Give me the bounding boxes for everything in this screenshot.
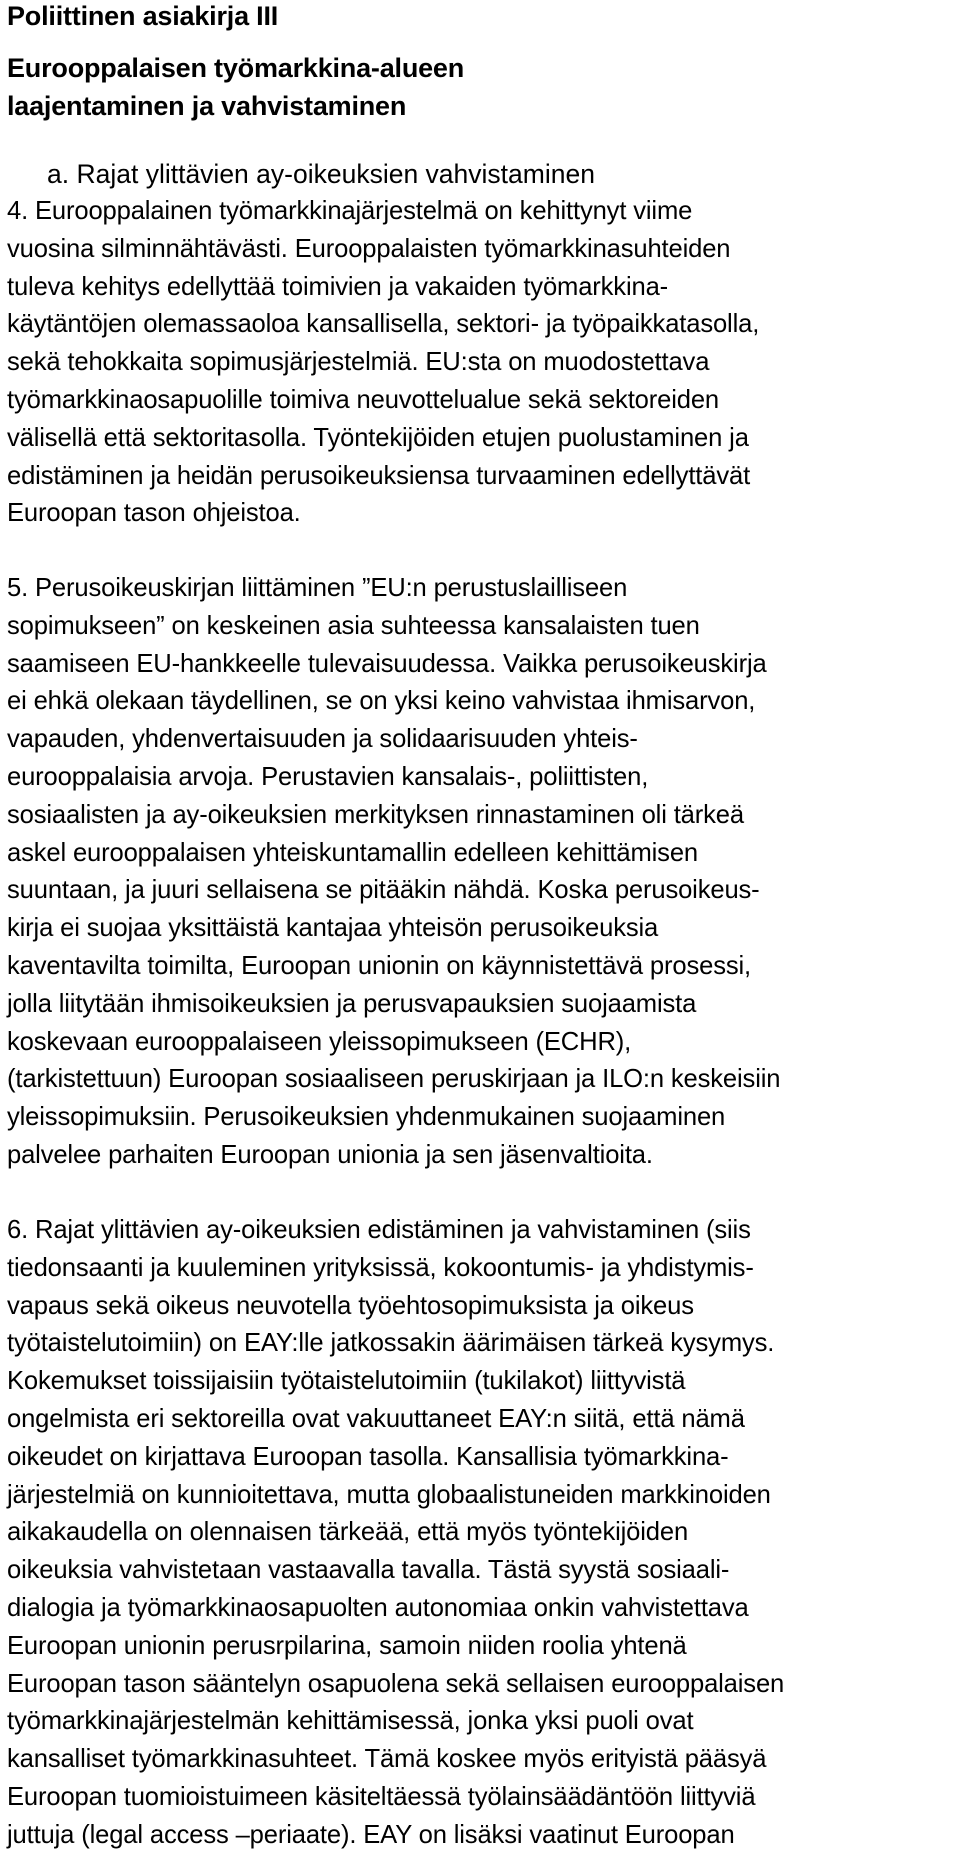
paragraph-line: välisellä että sektoritasolla. Työntekijöiden etujen puolustaminen ja [7,423,749,452]
paragraph-line: yleissopimuksiin. Perusoikeuksien yhdenmukainen suojaaminen [7,1103,726,1132]
paragraph-5 [7,570,780,1175]
paragraph-6 [7,1212,784,1855]
paragraph-line: sekä tehokkaita sopimusjärjestelmiä. EU:sta on muodostettava [7,348,710,377]
paragraph-line: työtaistelutoimiin) on EAY:lle jatkossakin äärimäisen tärkeä kysymys. [7,1329,775,1358]
paragraph-line: (tarkistettuun) Euroopan sosiaaliseen peruskirjaan ja ILO:n keskeisiin [7,1065,781,1094]
paragraph-line: työmarkkinajärjestelmän kehittämisessä, jonka yksi puoli ovat [7,1707,694,1736]
paragraph-line: vuosina silminnähtävästi. Eurooppalaisten työmarkkinasuhteiden [7,234,731,263]
paragraph-4 [7,193,759,533]
paragraph-line: vapauden, yhdenvertaisuuden ja solidaarisuuden yhteis- [7,725,638,754]
paragraph-line: jolla liitytään ihmisoikeuksien ja perusvapauksien suojaamista [7,989,697,1018]
document-title: Poliittinen asiakirja III [7,1,279,31]
paragraph-line: 5. Perusoikeuskirjan liittäminen ”EU:n perustuslailliseen [7,574,628,602]
paragraph-line: 4. Eurooppalainen työmarkkinajärjestelmä on kehittynyt viime [7,197,693,225]
paragraph-line: suuntaan, ja juuri sellaisena se pitääkin nähdä. Koska perusoikeus- [7,876,760,905]
paragraph-line: sopimukseen” on keskeinen asia suhteessa kansalaisten tuen [7,611,700,640]
paragraph-line: Euroopan tuomioistuimeen käsiteltäessä työlainsäädäntöön liittyviä [7,1782,756,1811]
paragraph-line: oikeudet on kirjattava Euroopan tasolla. Kansallisia työmarkkina- [7,1442,729,1471]
paragraph-line: kirja ei suojaa yksittäistä kantajaa yhteisön perusoikeuksia [7,914,659,943]
paragraph-line: edistäminen ja heidän perusoikeuksiensa turvaaminen edellyttävät [7,461,751,490]
paragraph-line: Euroopan unionin perusrpilarina, samoin niiden roolia yhtenä [7,1631,687,1660]
paragraph-line: oikeuksia vahvistetaan vastaavalla tavalla. Tästä syystä sosiaali- [7,1556,730,1585]
paragraph-line: vapaus sekä oikeus neuvotella työehtosopimuksista ja oikeus [7,1291,694,1320]
paragraph-line: Kokemukset toissijaisiin työtaistelutoimiin (tukilakot) liittyvistä [7,1367,686,1396]
paragraph-line: järjestelmiä on kunnioitettava, mutta globaalistuneiden markkinoiden [7,1480,771,1509]
paragraph-line: koskevaan eurooppalaiseen yleissopimukseen (ECHR), [7,1027,632,1056]
subtitle-line: laajentaminen ja vahvistaminen [7,91,407,121]
paragraph-line: juttuja (legal access –periaate). EAY on lisäksi vaatinut Euroopan [7,1820,735,1849]
paragraph-line: kansalliset työmarkkinasuhteet. Tämä koskee myös erityistä pääsyä [7,1745,767,1774]
paragraph-line: 6. Rajat ylittävien ay-oikeuksien edistäminen ja vahvistaminen (siis [7,1216,751,1244]
paragraph-line: tuleva kehitys edellyttää toimivien ja vakaiden työmarkkina- [7,272,669,301]
paragraph-line: dialogia ja työmarkkinaosapuolten autonomiaa onkin vahvistettava [7,1593,749,1622]
paragraph-line: eurooppalaisia arvoja. Perustavien kansalais-, poliittisten, [7,762,649,791]
paragraph-line: käytäntöjen olemassaoloa kansallisella, sektori- ja työpaikkatasolla, [7,310,760,339]
paragraph-line: työmarkkinaosapuolille toimiva neuvottelualue sekä sektoreiden [7,385,719,414]
paragraph-line: aikakaudella on olennaisen tärkeää, että myös työntekijöiden [7,1518,689,1547]
paragraph-line: askel eurooppalaisen yhteiskuntamallin edelleen kehittämisen [7,838,698,867]
paragraph-line: ei ehkä olekaan täydellinen, se on yksi keino vahvistaa ihmisarvon, [7,687,756,716]
subtitle-line: Eurooppalaisen työmarkkina-alueen [7,53,465,83]
paragraph-line: Euroopan tason sääntelyn osapuolena sekä sellaisen eurooppalaisen [7,1669,785,1698]
paragraph-line: kaventavilta toimilta, Euroopan unionin on käynnistettävä prosessi, [7,951,751,980]
paragraph-line: ongelmista eri sektoreilla ovat vakuuttaneet EAY:n siitä, että nämä [7,1404,745,1433]
paragraph-line: sosiaalisten ja ay-oikeuksien merkityksen rinnastaminen oli tärkeä [7,800,744,829]
document-subtitle [7,49,707,125]
paragraph-line: saamiseen EU-hankkeelle tulevaisuudessa. Vaikka perusoikeuskirja [7,649,767,678]
paragraph-line: tiedonsaanti ja kuuleminen yrityksissä, kokoontumis- ja yhdistymis- [7,1253,754,1282]
paragraph-line: Euroopan tason ohjeistoa. [7,499,301,528]
section-heading: a. Rajat ylittävien ay-oikeuksien vahvistaminen [47,159,595,189]
paragraph-line: palvelee parhaiten Euroopan unionia ja sen jäsenvaltioita. [7,1140,653,1169]
